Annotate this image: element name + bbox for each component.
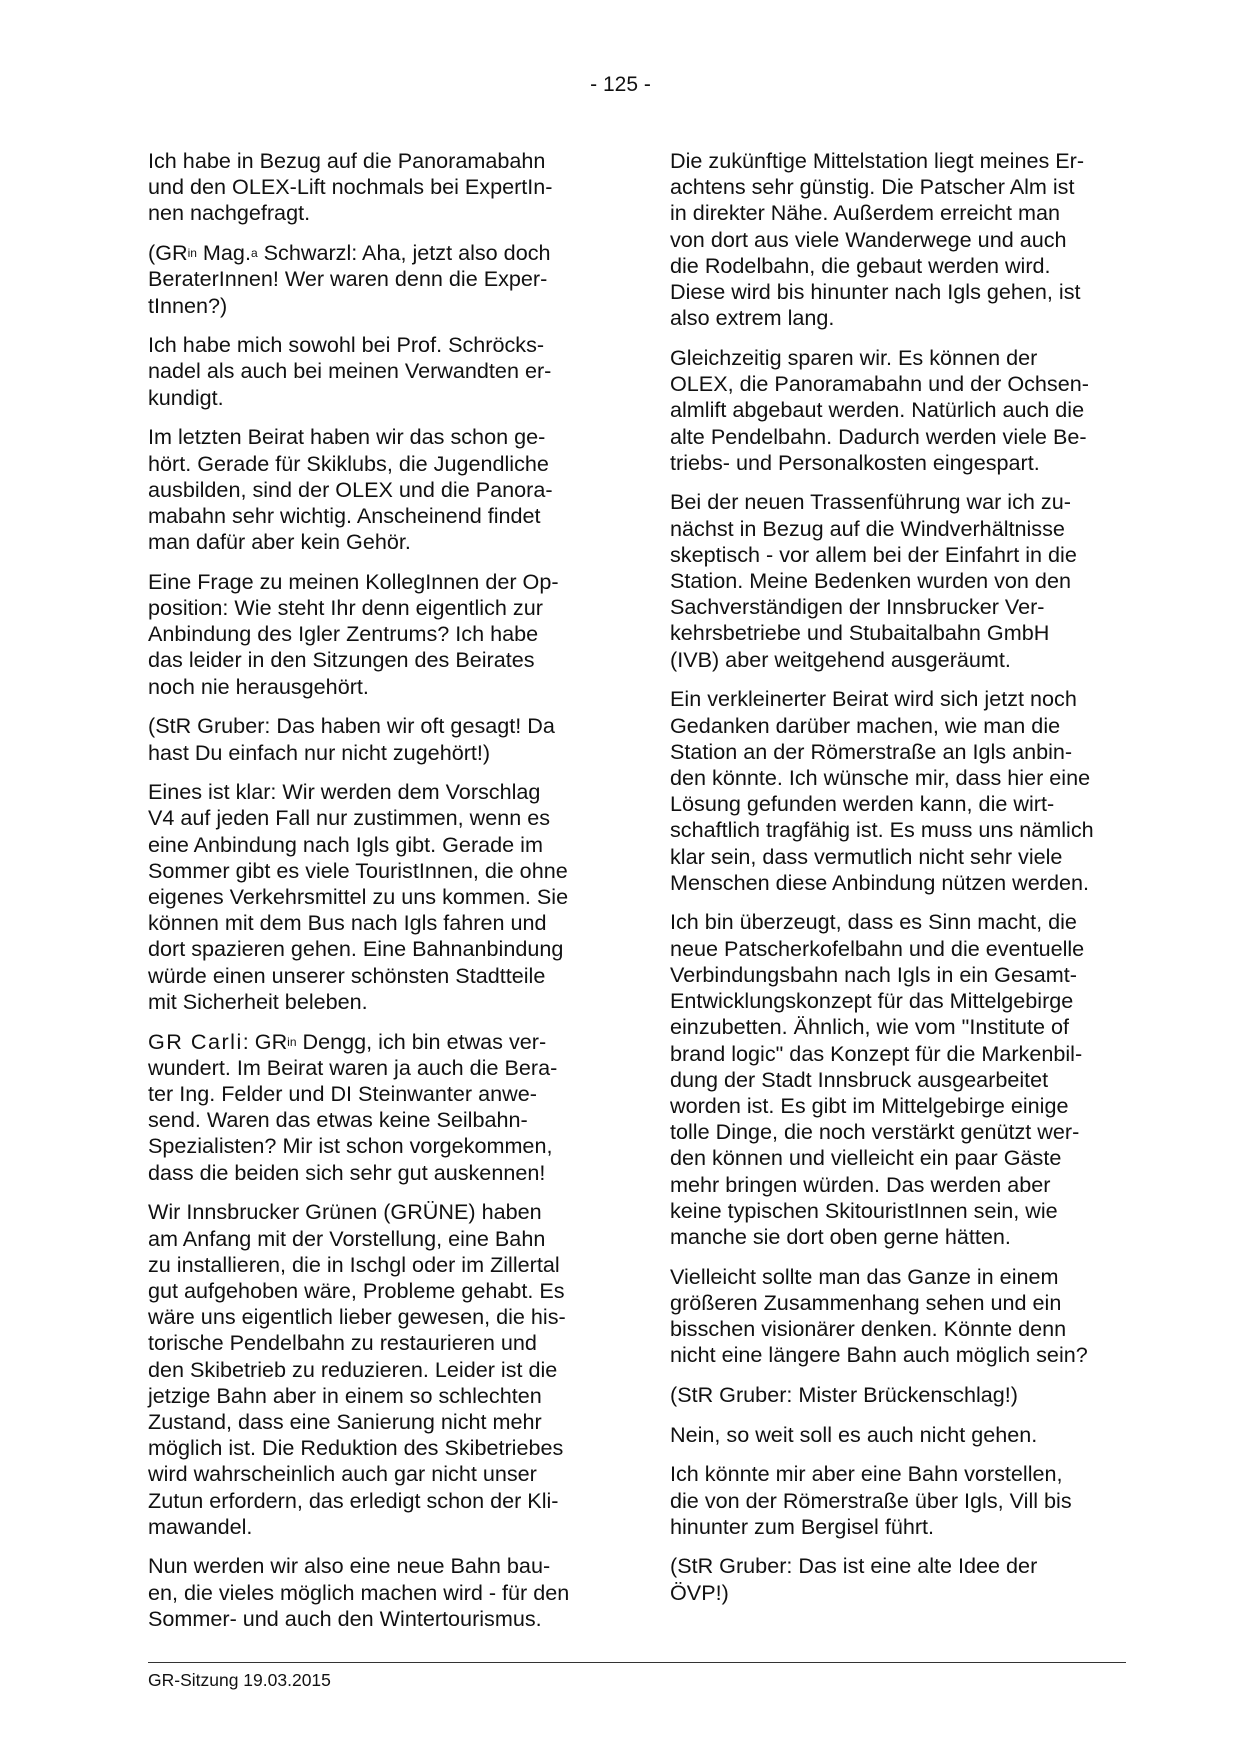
paragraph: [670, 345, 1130, 476]
text-line: die Rodelbahn, die gebaut werden wird.: [670, 252, 1051, 278]
text-line: den Skibetrieb zu reduzieren. Leider ist die: [148, 1356, 558, 1382]
text-line: Sommer gibt es viele TouristInnen, die ohne: [148, 857, 568, 883]
text-line: (StR Gruber: Das haben wir oft gesagt! Da: [148, 713, 555, 739]
text-line: Zustand, dass eine Sanierung nicht mehr: [148, 1408, 542, 1434]
text-line: Anbindung des Igler Zentrums? Ich habe: [148, 621, 539, 647]
text-line: die von der Römerstraße über Igls, Vill bis: [670, 1487, 1072, 1513]
text-line: tInnen?): [148, 292, 228, 318]
text-line: Entwicklungskonzept für das Mittelgebirge: [670, 988, 1074, 1014]
text-line: größeren Zusammenhang sehen und ein: [670, 1289, 1062, 1315]
text-line: Wir Innsbrucker Grünen (GRÜNE) haben: [148, 1199, 542, 1225]
text-line: das leider in den Sitzungen des Beirates: [148, 647, 535, 673]
text-line: (IVB) aber weitgehend ausgeräumt.: [670, 646, 1011, 672]
text-line: mit Sicherheit beleben.: [148, 988, 368, 1014]
page-number: - 125 -: [590, 73, 651, 96]
text-line: nächst in Bezug auf die Windverhältnisse: [670, 515, 1065, 541]
text-line: den könnte. Ich wünsche mir, dass hier eine: [670, 764, 1091, 790]
text-line: manche sie dort oben gerne hätten.: [670, 1223, 1011, 1249]
superscript: in: [287, 1034, 297, 1049]
text-line: Spezialisten? Mir ist schon vorgekommen,: [148, 1133, 553, 1159]
text-line: BeraterInnen! Wer waren denn die Exper-: [148, 266, 548, 292]
text-line: wäre uns eigentlich lieber gewesen, die his-: [148, 1304, 566, 1330]
text-line: Nein, so weit soll es auch nicht gehen.: [670, 1421, 1038, 1447]
text-line: nen nachgefragt.: [148, 200, 311, 226]
text-line: send. Waren das etwas keine Seilbahn-: [148, 1107, 528, 1133]
text-line: wundert. Im Beirat waren ja auch die Bera-: [148, 1054, 558, 1080]
text-line: Ich bin überzeugt, dass es Sinn macht, die: [670, 909, 1077, 935]
text-line: man dafür aber kein Gehör.: [148, 529, 411, 555]
text-fragment: : GR: [242, 1028, 288, 1054]
text-line: brand logic" das Konzept für die Markenbil-: [670, 1040, 1083, 1066]
text-line: klar sein, dass vermutlich nicht sehr viele: [670, 843, 1063, 869]
paragraph: [670, 1264, 1130, 1369]
paragraph: [148, 1553, 600, 1632]
text-line: worden ist. Es gibt im Mittelgebirge einige: [670, 1092, 1069, 1118]
text-fragment: (GR: [148, 240, 188, 266]
text-line: schaftlich tragfähig ist. Es muss uns nämlich: [670, 817, 1094, 843]
text-line: Ich könnte mir aber eine Bahn vorstellen,: [670, 1461, 1063, 1487]
text-line: Station an der Römerstraße an Igls anbin-: [670, 738, 1073, 764]
text-line: ter Ing. Felder und DI Steinwanter anwe-: [148, 1081, 537, 1106]
text-line: Menschen diese Anbindung nützen werden.: [670, 869, 1089, 895]
text-line: hast Du einfach nur nicht zugehört!): [148, 739, 491, 765]
text-line: dort spazieren gehen. Eine Bahnanbindung: [148, 936, 564, 962]
text-line: achtens sehr günstig. Die Patscher Alm ist: [670, 174, 1075, 200]
left-column: [148, 148, 600, 1646]
text-line: Station. Meine Bedenken wurden von den: [670, 568, 1071, 594]
text-line: Nun werden wir also eine neue Bahn bau-: [148, 1553, 551, 1579]
text-line: [148, 1029, 600, 1055]
text-line: eine Anbindung nach Igls gibt. Gerade im: [148, 831, 543, 857]
right-column: [670, 148, 1130, 1619]
text-line: alte Pendelbahn. Dadurch werden viele Be-: [670, 423, 1087, 449]
interjection: [148, 713, 600, 765]
text-line: Bei der neuen Trassenführung war ich zu-: [670, 489, 1071, 515]
text-line: Gedanken darüber machen, wie man die: [670, 712, 1061, 738]
text-line: nadel als auch bei meinen Verwandten er-: [148, 358, 552, 384]
footer-session-date: GR-Sitzung 19.03.2015: [148, 1670, 331, 1690]
superscript: in: [187, 246, 197, 261]
text-line: möglich ist. Die Reduktion des Skibetriebes: [148, 1435, 564, 1461]
text-line: hört. Gerade für Skiklubs, die Jugendliche: [148, 450, 549, 476]
text-line: noch nie herausgehört.: [148, 673, 369, 699]
paragraph: [670, 909, 1130, 1250]
interjection: [670, 1553, 1130, 1605]
text-line: kundigt.: [148, 384, 224, 410]
text-line: Die zukünftige Mittelstation liegt meines Er-: [670, 148, 1085, 173]
text-line: Vielleicht sollte man das Ganze in einem: [670, 1263, 1059, 1289]
text-line: am Anfang mit der Vorstellung, eine Bahn: [148, 1225, 546, 1251]
text-line: Verbindungsbahn nach Igls in ein Gesamt-: [670, 961, 1077, 987]
paragraph: [148, 569, 600, 700]
paragraph: [148, 148, 600, 227]
text-line: mehr bringen würden. Das werden aber: [670, 1171, 1051, 1197]
text-line: ausbilden, sind der OLEX und die Panora-: [148, 476, 553, 502]
text-line: position: Wie steht Ihr denn eigentlich zur: [148, 595, 543, 621]
text-line: ÖVP!): [670, 1579, 729, 1605]
speaker-paragraph: [148, 1029, 600, 1186]
text-line: dass die beiden sich sehr gut auskennen!: [148, 1159, 546, 1185]
text-line: bisschen visionärer denken. Könnte denn: [670, 1316, 1067, 1342]
speaker-name: GR Carli: [148, 1028, 243, 1054]
interjection: [670, 1382, 1130, 1408]
text-line: würde einen unserer schönsten Stadtteile: [148, 962, 546, 988]
text-line: [148, 240, 600, 266]
text-line: skeptisch - vor allem bei der Einfahrt in die: [670, 541, 1077, 567]
paragraph: [148, 779, 600, 1015]
text-line: keine typischen SkitouristInnen sein, wie: [670, 1197, 1058, 1223]
text-line: Ich habe mich sowohl bei Prof. Schröcks-: [148, 332, 545, 358]
text-line: V4 auf jeden Fall nur zustimmen, wenn es: [148, 805, 551, 831]
text-fragment: Mag.: [196, 240, 251, 266]
interjection: [148, 240, 600, 319]
paragraph: [148, 424, 600, 555]
text-line: Zutun erfordern, das erledigt schon der Kli-: [148, 1487, 559, 1513]
text-line: Eines ist klar: Wir werden dem Vorschlag: [148, 779, 541, 805]
text-line: dung der Stadt Innsbruck ausgearbeitet: [670, 1066, 1049, 1092]
text-line: torische Pendelbahn zu restaurieren und: [148, 1330, 537, 1356]
text-line: hinunter zum Bergisel führt.: [670, 1513, 935, 1539]
text-line: können mit dem Bus nach Igls fahren und: [148, 910, 547, 936]
text-line: tolle Dinge, die noch verstärkt genützt wer-: [670, 1119, 1080, 1145]
text-line: von dort aus viele Wanderwege und auch: [670, 226, 1067, 252]
text-line: Sommer- und auch den Wintertourismus.: [148, 1605, 542, 1631]
paragraph: [670, 148, 1130, 331]
text-fragment: Dengg, ich bin etwas ver-: [296, 1028, 547, 1054]
paragraph: [670, 1422, 1130, 1448]
text-line: den können und vielleicht ein paar Gäste: [670, 1145, 1062, 1171]
paragraph: [670, 686, 1130, 896]
text-line: OLEX, die Panoramabahn und der Ochsen-: [670, 371, 1089, 397]
text-line: Lösung gefunden werden kann, die wirt-: [670, 791, 1055, 817]
text-line: Eine Frage zu meinen KollegInnen der Op-: [148, 568, 559, 594]
text-line: Sachverständigen der Innsbrucker Ver-: [670, 594, 1045, 620]
text-line: einzubetten. Ähnlich, wie vom "Institute of: [670, 1014, 1069, 1040]
text-line: und den OLEX-Lift nochmals bei ExpertIn-: [148, 174, 553, 200]
text-fragment: Schwarzl: Aha, jetzt also doch: [257, 240, 551, 266]
paragraph: [670, 489, 1130, 672]
text-line: gut aufgehoben wäre, Probleme gehabt. Es: [148, 1277, 565, 1303]
text-line: (StR Gruber: Das ist eine alte Idee der: [670, 1553, 1038, 1579]
text-line: in direkter Nähe. Außerdem erreicht man: [670, 200, 1061, 226]
text-line: triebs- und Personalkosten eingespart.: [670, 449, 1040, 475]
text-line: kehrsbetriebe und Stubaitalbahn GmbH: [670, 620, 1050, 646]
text-line: almlift abgebaut werden. Natürlich auch die: [670, 397, 1085, 423]
text-line: Ich habe in Bezug auf die Panoramabahn: [148, 148, 546, 173]
text-line: (StR Gruber: Mister Brückenschlag!): [670, 1381, 1018, 1407]
text-line: Gleichzeitig sparen wir. Es können der: [670, 344, 1038, 370]
text-line: Im letzten Beirat haben wir das schon ge-: [148, 424, 546, 450]
text-line: mabahn sehr wichtig. Anscheinend findet: [148, 502, 541, 528]
text-line: jetzige Bahn aber in einem so schlechten: [148, 1382, 542, 1408]
paragraph: [148, 332, 600, 411]
text-line: en, die vieles möglich machen wird - für den: [148, 1579, 570, 1605]
text-line: Ein verkleinerter Beirat wird sich jetzt noch: [670, 686, 1077, 712]
footer-divider: [148, 1662, 1126, 1663]
text-line: neue Patscherkofelbahn und die eventuelle: [670, 935, 1085, 961]
text-line: zu installieren, die in Ischgl oder im Zillertal: [148, 1251, 560, 1277]
text-line: mawandel.: [148, 1513, 253, 1539]
text-line: Diese wird bis hinunter nach Igls gehen, ist: [670, 279, 1081, 305]
paragraph: [148, 1199, 600, 1540]
text-line: wird wahrscheinlich auch gar nicht unser: [148, 1461, 537, 1487]
paragraph: [670, 1461, 1130, 1540]
text-line: eigenes Verkehrsmittel zu uns kommen. Sie: [148, 884, 569, 910]
text-line: nicht eine längere Bahn auch möglich sein?: [670, 1342, 1088, 1368]
text-line: also extrem lang.: [670, 305, 835, 331]
superscript: a: [250, 246, 258, 261]
